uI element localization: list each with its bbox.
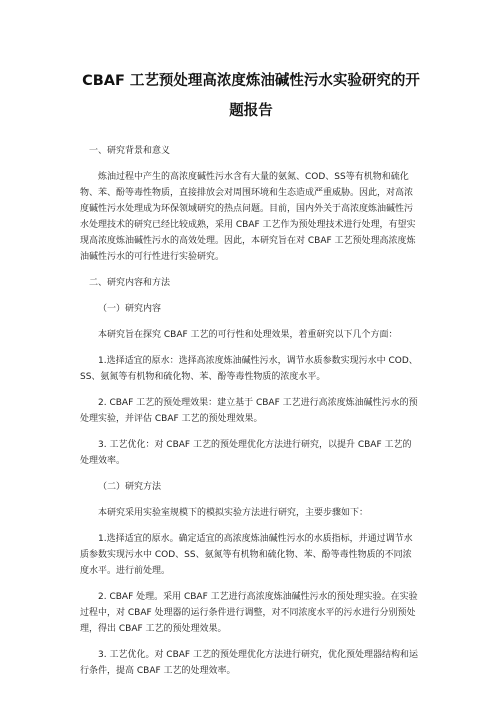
paragraph: 本研究旨在探究 CBAF 工艺的可行性和处理效果，着重研究以下几个方面： <box>98 330 398 340</box>
list-item: 3. 工艺优化：对 CBAF 工艺的预处理优化方法进行研究，以提升 CBAF 工艺的处理效率。 <box>80 440 412 466</box>
list-item: 2. CBAF 处理。采用 CBAF 工艺进行高浓度炼油碱性污水的预处理实验。在实验过程中，对 CBAF 处理器的运行条件进行调整，对不同浓度水平的污水进行分别预处理，得出 CBAF 工艺的预处理效果。 <box>80 592 418 634</box>
list-item: 1.选择适宜的原水：选择高浓度炼油碱性污水，调节水质参数实现污水中 COD、SS、氨氮等有机物和硫化物、苯、酚等毒性物质的浓度水平。 <box>80 356 418 382</box>
list-item: 2. CBAF 工艺的预处理效果：建立基于 CBAF 工艺进行高浓度炼油碱性污水的预处理实验，并评估 CBAF 工艺的预处理效果。 <box>80 398 418 424</box>
paragraph: 本研究采用实验室规模下的模拟实验方法进行研究，主要步骤如下： <box>98 508 369 518</box>
section-heading: 一、研究背景和意义 <box>89 146 171 156</box>
list-item: 3. 工艺优化。对 CBAF 工艺的预处理优化方法进行研究，优化预处理器结构和运行条件，提高 CBAF 工艺的处理效率。 <box>80 650 418 676</box>
document-title: CBAF 工艺预处理高浓度炼油碱性污水实验研究的开题报告 <box>82 73 420 119</box>
section-heading: 二、研究内容和方法 <box>89 278 171 288</box>
subsection-heading: （一）研究内容 <box>98 304 162 314</box>
subsection-heading: （二）研究方法 <box>98 482 162 492</box>
document-body <box>80 143 420 689</box>
list-item: 1.选择适宜的原水。确定适宜的高浓度炼油碱性污水的水质指标，并通过调节水质参数实现污水中 COD、SS、氨氮等有机物和硫化物、苯、酚等毒性物质的不同浓度水平。进行前处理。 <box>80 534 413 576</box>
paragraph: 炼油过程中产生的高浓度碱性污水含有大量的氨氮、COD、SS等有机物和硫化物、苯、酚等毒性物质，直接排放会对周围环境和生态造成严重威胁。因此，对高浓度碱性污水处理成为环保领域研究的热点问题。目前，国内外关于高浓度炼油碱性污水处理技术的研究已经比较成熟，采用 CBAF 工艺作为预处理技术进行处理，有望实现高浓度炼油碱性污水的高效处理。因此，本研究旨在对 CBAF 工艺预处理高浓度炼油碱性污水的可行性进行实验研究。 <box>80 172 416 262</box>
